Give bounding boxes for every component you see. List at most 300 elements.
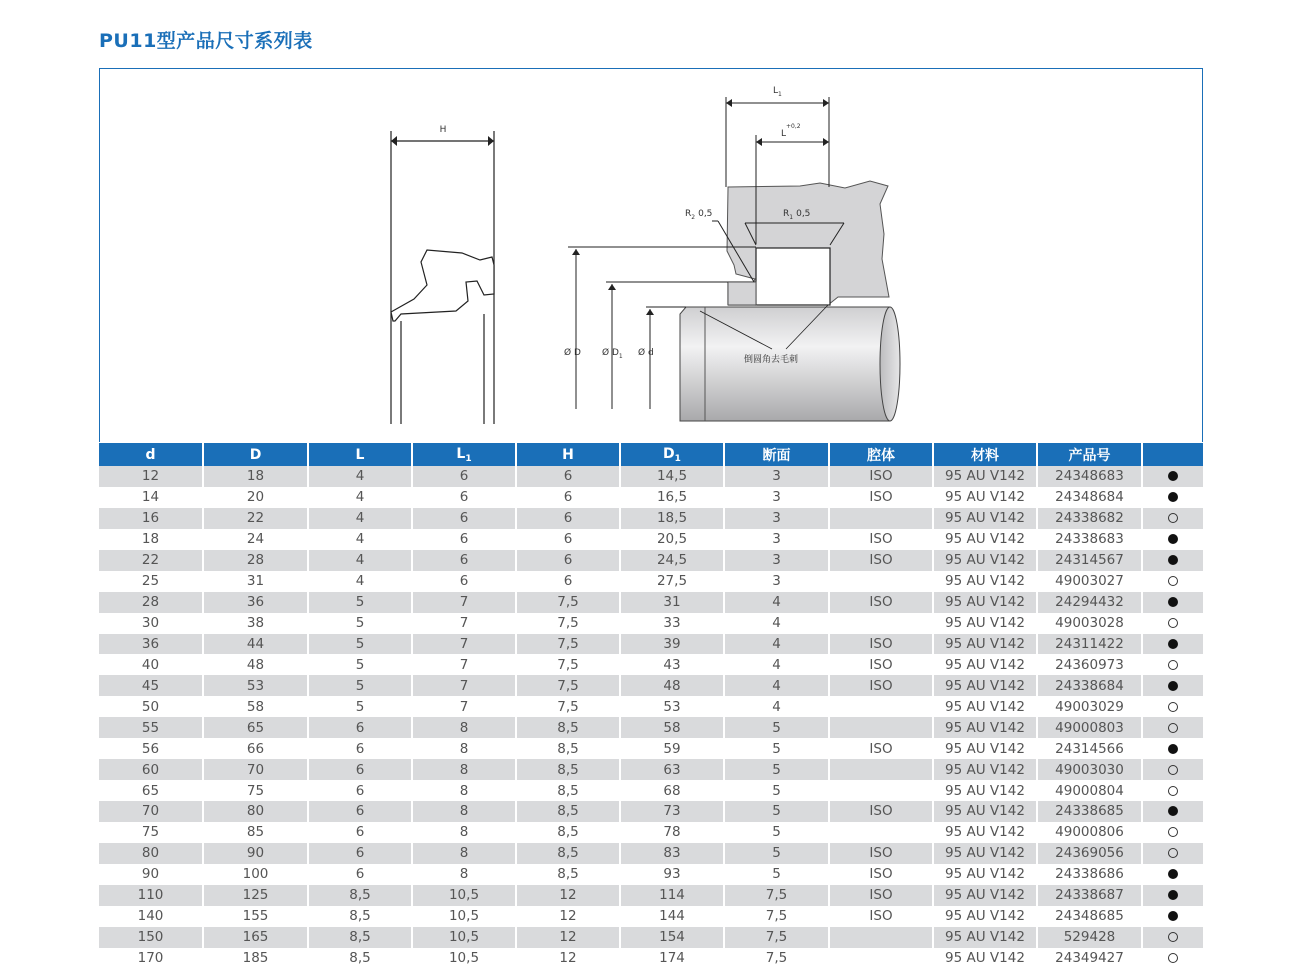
- cell-L: 6: [309, 822, 413, 843]
- empty-circle-icon: [1168, 702, 1178, 712]
- cell-L1: 8: [413, 822, 517, 843]
- table-row: [99, 906, 1203, 927]
- technical-drawing-frame: [99, 68, 1203, 442]
- cell-part: 529428: [1038, 927, 1143, 948]
- cell-cavity: [830, 780, 934, 801]
- filled-circle-icon: [1168, 911, 1178, 921]
- cell-L1: 8: [413, 717, 517, 738]
- cell-L1: 10,5: [413, 885, 517, 906]
- cell-material: 95 AU V142: [934, 759, 1038, 780]
- cell-material: 95 AU V142: [934, 592, 1038, 613]
- cell-section: 5: [725, 822, 830, 843]
- cell-H: 12: [517, 885, 621, 906]
- cell-L: 6: [309, 843, 413, 864]
- table-header-row: [99, 443, 1203, 466]
- cell-availability: [1143, 801, 1203, 822]
- cell-d: 50: [99, 696, 204, 717]
- cell-H: 7,5: [517, 675, 621, 696]
- cell-d: 150: [99, 927, 204, 948]
- cell-cavity: [830, 759, 934, 780]
- cell-cavity: ISO: [830, 906, 934, 927]
- cell-cavity: ISO: [830, 634, 934, 655]
- empty-circle-icon: [1168, 932, 1178, 942]
- cell-D: 80: [204, 801, 309, 822]
- cell-L: 5: [309, 675, 413, 696]
- cell-D1: 20,5: [621, 529, 725, 550]
- cell-section: 4: [725, 592, 830, 613]
- column-header-H: H: [517, 443, 621, 466]
- cell-D: 24: [204, 529, 309, 550]
- cell-D: 85: [204, 822, 309, 843]
- table-row: [99, 738, 1203, 759]
- cell-cavity: ISO: [830, 675, 934, 696]
- cell-D: 125: [204, 885, 309, 906]
- filled-circle-icon: [1168, 534, 1178, 544]
- filled-circle-icon: [1168, 471, 1178, 481]
- cell-section: 5: [725, 780, 830, 801]
- cell-section: 3: [725, 508, 830, 529]
- cell-part: 24314567: [1038, 550, 1143, 571]
- cell-H: 8,5: [517, 759, 621, 780]
- cell-material: 95 AU V142: [934, 487, 1038, 508]
- cell-H: 12: [517, 927, 621, 948]
- cell-H: 6: [517, 550, 621, 571]
- cell-H: 6: [517, 487, 621, 508]
- cell-section: 5: [725, 738, 830, 759]
- cell-material: 95 AU V142: [934, 717, 1038, 738]
- cell-L: 8,5: [309, 948, 413, 969]
- table-row: [99, 822, 1203, 843]
- cell-L: 8,5: [309, 885, 413, 906]
- table-row: [99, 885, 1203, 906]
- cell-section: 3: [725, 550, 830, 571]
- cell-section: 5: [725, 864, 830, 885]
- cell-D: 18: [204, 466, 309, 487]
- table-row: [99, 717, 1203, 738]
- cell-H: 7,5: [517, 613, 621, 634]
- cell-d: 22: [99, 550, 204, 571]
- empty-circle-icon: [1168, 618, 1178, 628]
- cell-cavity: [830, 717, 934, 738]
- column-header-section: 断面: [725, 443, 830, 466]
- cell-availability: [1143, 780, 1203, 801]
- cell-part: 24338685: [1038, 801, 1143, 822]
- cell-cavity: ISO: [830, 466, 934, 487]
- cell-part: 24338684: [1038, 675, 1143, 696]
- cell-L1: 7: [413, 613, 517, 634]
- cell-availability: [1143, 613, 1203, 634]
- filled-circle-icon: [1168, 681, 1178, 691]
- cell-H: 12: [517, 906, 621, 927]
- table-row: [99, 634, 1203, 655]
- cell-section: 5: [725, 759, 830, 780]
- cell-section: 5: [725, 801, 830, 822]
- cell-D: 75: [204, 780, 309, 801]
- cell-availability: [1143, 948, 1203, 969]
- cell-D1: 68: [621, 780, 725, 801]
- cell-material: 95 AU V142: [934, 675, 1038, 696]
- cell-L: 4: [309, 550, 413, 571]
- page-title: PU11型产品尺寸系列表: [99, 30, 313, 52]
- cell-material: 95 AU V142: [934, 508, 1038, 529]
- cell-L1: 7: [413, 634, 517, 655]
- cell-part: 24348683: [1038, 466, 1143, 487]
- cell-part: 24348685: [1038, 906, 1143, 927]
- cell-material: 95 AU V142: [934, 529, 1038, 550]
- cell-L: 6: [309, 801, 413, 822]
- cell-L: 5: [309, 634, 413, 655]
- table-row: [99, 529, 1203, 550]
- cell-cavity: [830, 508, 934, 529]
- empty-circle-icon: [1168, 765, 1178, 775]
- cell-D1: 144: [621, 906, 725, 927]
- cell-part: 49000804: [1038, 780, 1143, 801]
- dimension-label-l1: $L_1$: [773, 86, 782, 98]
- cell-D1: 14,5: [621, 466, 725, 487]
- filled-circle-icon: [1168, 806, 1178, 816]
- cell-cavity: ISO: [830, 885, 934, 906]
- cell-part: 24348684: [1038, 487, 1143, 508]
- empty-circle-icon: [1168, 723, 1178, 733]
- seal-cross-section-drawing: [100, 69, 1204, 443]
- cell-section: 3: [725, 571, 830, 592]
- cell-D: 100: [204, 864, 309, 885]
- cell-L1: 8: [413, 759, 517, 780]
- cell-d: 14: [99, 487, 204, 508]
- cell-availability: [1143, 885, 1203, 906]
- diameter-label-d-inner: Ø d: [638, 348, 654, 358]
- cell-L1: 6: [413, 571, 517, 592]
- column-header-L: L: [309, 443, 413, 466]
- cell-D: 44: [204, 634, 309, 655]
- cell-availability: [1143, 843, 1203, 864]
- cell-section: 4: [725, 634, 830, 655]
- cell-H: 6: [517, 466, 621, 487]
- cell-availability: [1143, 717, 1203, 738]
- filled-circle-icon: [1168, 869, 1178, 879]
- cell-part: 24311422: [1038, 634, 1143, 655]
- cell-D: 66: [204, 738, 309, 759]
- cell-material: 95 AU V142: [934, 634, 1038, 655]
- cell-H: 7,5: [517, 592, 621, 613]
- cell-d: 45: [99, 675, 204, 696]
- chamfer-note: 倒圆角去毛刺: [744, 355, 799, 365]
- cell-availability: [1143, 738, 1203, 759]
- cell-H: 8,5: [517, 843, 621, 864]
- cell-section: 7,5: [725, 885, 830, 906]
- cell-d: 90: [99, 864, 204, 885]
- seal-profile: [391, 131, 494, 424]
- cell-D: 58: [204, 696, 309, 717]
- filled-circle-icon: [1168, 492, 1178, 502]
- cell-part: 49000806: [1038, 822, 1143, 843]
- cell-availability: [1143, 654, 1203, 675]
- cell-L1: 7: [413, 592, 517, 613]
- cell-d: 70: [99, 801, 204, 822]
- cell-L: 6: [309, 864, 413, 885]
- cell-cavity: ISO: [830, 487, 934, 508]
- cell-availability: [1143, 696, 1203, 717]
- empty-circle-icon: [1168, 786, 1178, 796]
- filled-circle-icon: [1168, 890, 1178, 900]
- cell-material: 95 AU V142: [934, 927, 1038, 948]
- filled-circle-icon: [1168, 555, 1178, 565]
- cell-D: 38: [204, 613, 309, 634]
- cell-d: 16: [99, 508, 204, 529]
- cell-cavity: [830, 822, 934, 843]
- cell-availability: [1143, 675, 1203, 696]
- cell-L1: 7: [413, 675, 517, 696]
- cell-part: 24338682: [1038, 508, 1143, 529]
- table-row: [99, 592, 1203, 613]
- cell-D1: 48: [621, 675, 725, 696]
- cell-material: 95 AU V142: [934, 885, 1038, 906]
- cell-L: 5: [309, 613, 413, 634]
- cell-H: 7,5: [517, 654, 621, 675]
- cell-L1: 8: [413, 864, 517, 885]
- cell-D1: 39: [621, 634, 725, 655]
- cell-cavity: [830, 948, 934, 969]
- cell-material: 95 AU V142: [934, 466, 1038, 487]
- cell-D: 65: [204, 717, 309, 738]
- cell-part: 49003027: [1038, 571, 1143, 592]
- cell-H: 6: [517, 508, 621, 529]
- cell-D1: 59: [621, 738, 725, 759]
- empty-circle-icon: [1168, 953, 1178, 963]
- filled-circle-icon: [1168, 744, 1178, 754]
- cell-L1: 10,5: [413, 906, 517, 927]
- column-header-D1: $D_1$: [621, 443, 725, 466]
- cell-section: 7,5: [725, 906, 830, 927]
- cell-D1: 73: [621, 801, 725, 822]
- cell-H: 8,5: [517, 864, 621, 885]
- cell-section: 3: [725, 466, 830, 487]
- cell-L1: 6: [413, 529, 517, 550]
- empty-circle-icon: [1168, 660, 1178, 670]
- table-row: [99, 487, 1203, 508]
- cell-D1: 53: [621, 696, 725, 717]
- cell-part: 24338686: [1038, 864, 1143, 885]
- cell-part: 24338683: [1038, 529, 1143, 550]
- filled-circle-icon: [1168, 597, 1178, 607]
- cell-L1: 10,5: [413, 927, 517, 948]
- cell-H: 12: [517, 948, 621, 969]
- cell-L: 4: [309, 466, 413, 487]
- diameter-label-d-outer: Ø D: [564, 348, 581, 358]
- table-row: [99, 759, 1203, 780]
- column-header-part-number: 产品号: [1038, 443, 1143, 466]
- cell-d: 40: [99, 654, 204, 675]
- cell-material: 95 AU V142: [934, 801, 1038, 822]
- cell-H: 8,5: [517, 717, 621, 738]
- diameter-label-d1: Ø $D_1$: [602, 348, 623, 360]
- cell-L1: 6: [413, 487, 517, 508]
- cell-D: 22: [204, 508, 309, 529]
- cell-L: 8,5: [309, 906, 413, 927]
- cell-d: 18: [99, 529, 204, 550]
- cell-section: 7,5: [725, 927, 830, 948]
- cell-availability: [1143, 508, 1203, 529]
- cell-L: 4: [309, 487, 413, 508]
- cell-D: 28: [204, 550, 309, 571]
- cell-section: 7,5: [725, 948, 830, 969]
- cell-cavity: ISO: [830, 550, 934, 571]
- empty-circle-icon: [1168, 513, 1178, 523]
- table-row: [99, 843, 1203, 864]
- cell-part: 49000803: [1038, 717, 1143, 738]
- cell-D1: 93: [621, 864, 725, 885]
- empty-circle-icon: [1168, 576, 1178, 586]
- cell-L: 6: [309, 738, 413, 759]
- cell-material: 95 AU V142: [934, 780, 1038, 801]
- cell-D: 165: [204, 927, 309, 948]
- cell-D: 36: [204, 592, 309, 613]
- cell-H: 8,5: [517, 822, 621, 843]
- cell-d: 170: [99, 948, 204, 969]
- cell-L: 8,5: [309, 927, 413, 948]
- cell-L: 5: [309, 696, 413, 717]
- table-row: [99, 801, 1203, 822]
- cell-availability: [1143, 529, 1203, 550]
- cell-D1: 43: [621, 654, 725, 675]
- cell-D1: 24,5: [621, 550, 725, 571]
- cell-part: 24338687: [1038, 885, 1143, 906]
- cell-section: 4: [725, 654, 830, 675]
- cell-D1: 58: [621, 717, 725, 738]
- filled-circle-icon: [1168, 639, 1178, 649]
- table-row: [99, 864, 1203, 885]
- cell-d: 80: [99, 843, 204, 864]
- table-row: [99, 466, 1203, 487]
- cell-section: 4: [725, 613, 830, 634]
- cell-L1: 8: [413, 843, 517, 864]
- cell-H: 8,5: [517, 780, 621, 801]
- cell-H: 8,5: [517, 801, 621, 822]
- cell-L: 5: [309, 654, 413, 675]
- radius-label-r2: $R_2$ 0,5: [685, 209, 713, 221]
- cell-L1: 6: [413, 550, 517, 571]
- cell-availability: [1143, 634, 1203, 655]
- table-row: [99, 948, 1203, 969]
- cell-cavity: [830, 613, 934, 634]
- cell-section: 3: [725, 529, 830, 550]
- cell-material: 95 AU V142: [934, 613, 1038, 634]
- table-row: [99, 571, 1203, 592]
- cell-part: 24294432: [1038, 592, 1143, 613]
- empty-circle-icon: [1168, 827, 1178, 837]
- cell-part: 49003030: [1038, 759, 1143, 780]
- cell-d: 65: [99, 780, 204, 801]
- cell-availability: [1143, 864, 1203, 885]
- cell-D: 31: [204, 571, 309, 592]
- cell-material: 95 AU V142: [934, 948, 1038, 969]
- cell-d: 60: [99, 759, 204, 780]
- cell-availability: [1143, 466, 1203, 487]
- cell-D: 185: [204, 948, 309, 969]
- table-row: [99, 696, 1203, 717]
- cell-cavity: ISO: [830, 592, 934, 613]
- cell-D1: 83: [621, 843, 725, 864]
- cell-D1: 114: [621, 885, 725, 906]
- table-row: [99, 927, 1203, 948]
- table-row: [99, 780, 1203, 801]
- cell-section: 4: [725, 675, 830, 696]
- cell-d: 28: [99, 592, 204, 613]
- table-row: [99, 550, 1203, 571]
- column-header-cavity: 腔体: [830, 443, 934, 466]
- cell-L: 4: [309, 508, 413, 529]
- cell-availability: [1143, 906, 1203, 927]
- cell-L1: 6: [413, 466, 517, 487]
- cell-D1: 27,5: [621, 571, 725, 592]
- cell-H: 6: [517, 571, 621, 592]
- cell-L: 6: [309, 717, 413, 738]
- cell-material: 95 AU V142: [934, 864, 1038, 885]
- cell-cavity: ISO: [830, 843, 934, 864]
- cell-D1: 18,5: [621, 508, 725, 529]
- cell-material: 95 AU V142: [934, 906, 1038, 927]
- cell-L: 4: [309, 571, 413, 592]
- cell-D1: 16,5: [621, 487, 725, 508]
- cell-d: 75: [99, 822, 204, 843]
- cell-cavity: ISO: [830, 738, 934, 759]
- table-row: [99, 613, 1203, 634]
- cell-L1: 10,5: [413, 948, 517, 969]
- cell-cavity: [830, 696, 934, 717]
- column-header-L1: $L_1$: [413, 443, 517, 466]
- cell-cavity: ISO: [830, 654, 934, 675]
- cell-part: 24349427: [1038, 948, 1143, 969]
- cell-D: 70: [204, 759, 309, 780]
- cell-D1: 31: [621, 592, 725, 613]
- empty-circle-icon: [1168, 848, 1178, 858]
- cell-cavity: [830, 927, 934, 948]
- dimension-label-l: $L^{+0,2}$: [781, 123, 801, 139]
- cell-d: 36: [99, 634, 204, 655]
- cell-material: 95 AU V142: [934, 696, 1038, 717]
- cell-part: 24360973: [1038, 654, 1143, 675]
- cell-H: 7,5: [517, 696, 621, 717]
- cell-section: 5: [725, 843, 830, 864]
- cell-d: 30: [99, 613, 204, 634]
- cell-L: 5: [309, 592, 413, 613]
- cell-material: 95 AU V142: [934, 822, 1038, 843]
- table-row: [99, 654, 1203, 675]
- cell-d: 25: [99, 571, 204, 592]
- cell-d: 12: [99, 466, 204, 487]
- cell-material: 95 AU V142: [934, 843, 1038, 864]
- cell-L: 4: [309, 529, 413, 550]
- cell-part: 49003028: [1038, 613, 1143, 634]
- cell-material: 95 AU V142: [934, 550, 1038, 571]
- cell-D: 90: [204, 843, 309, 864]
- cell-L1: 8: [413, 780, 517, 801]
- cell-d: 56: [99, 738, 204, 759]
- column-header-D: D: [204, 443, 309, 466]
- cell-H: 7,5: [517, 634, 621, 655]
- cell-availability: [1143, 927, 1203, 948]
- cell-cavity: ISO: [830, 529, 934, 550]
- column-header-d: d: [99, 443, 204, 466]
- cell-D: 20: [204, 487, 309, 508]
- cell-L: 6: [309, 759, 413, 780]
- cell-L1: 7: [413, 696, 517, 717]
- cell-section: 5: [725, 717, 830, 738]
- cell-material: 95 AU V142: [934, 571, 1038, 592]
- cell-material: 95 AU V142: [934, 738, 1038, 759]
- cell-availability: [1143, 592, 1203, 613]
- cell-D1: 154: [621, 927, 725, 948]
